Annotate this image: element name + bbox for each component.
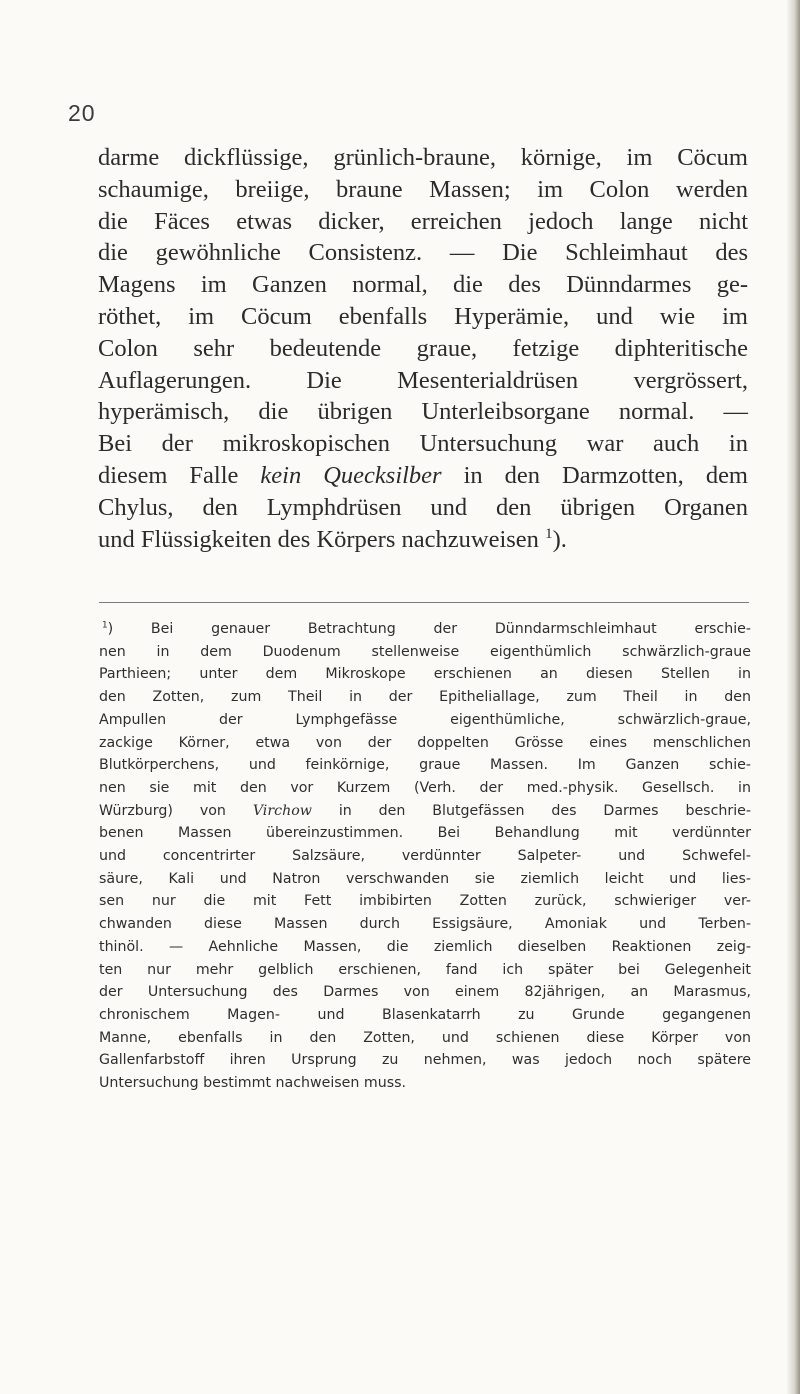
footnote-line: Ampullen der Lymphgefässe eigenthümliche, schwärzlich-graue,: [99, 711, 751, 728]
footnote-marker: 1: [102, 620, 108, 631]
main-text-line: hyperämisch, die übrigen Unterleibsorgane normal. —: [98, 398, 748, 426]
footnote-segment: in den Blutgefässen des Darmes beschrie-: [311, 802, 751, 819]
main-text-line: schaumige, breiige, braune Massen; im Colon werden: [98, 175, 748, 203]
footnote-marker-paren: ): [107, 621, 114, 637]
main-text-line: Auflagerungen. Die Mesenterialdrüsen vergrössert,: [98, 366, 748, 394]
footnote-segment: Würzburg) von: [99, 802, 253, 819]
main-text-line: [98, 524, 748, 556]
footnote-line: Untersuchung bestimmt nachweisen muss.: [99, 1075, 406, 1092]
footnote-line: säure, Kali und Natron verschwanden sie ziemlich leicht und lies-: [99, 870, 751, 887]
footnote-line: zackige Körner, etwa von der doppelten Grösse eines menschlichen: [99, 734, 751, 751]
footnote-line: Gallenfarbstoff ihren Ursprung zu nehmen, was jedoch noch spätere: [99, 1052, 751, 1069]
main-text-line: Bei der mikroskopischen Untersuchung war auch in: [98, 430, 748, 458]
footnote-block: [99, 618, 751, 1095]
main-text-line: [98, 460, 748, 492]
footnote-line: [99, 618, 751, 641]
italic-author-name: Virchow: [252, 802, 312, 819]
main-text-line: die gewöhnliche Consistenz. — Die Schleimhaut des: [98, 239, 748, 267]
main-text-segment: diesem Falle: [98, 461, 261, 489]
footnote-line: chronischem Magen- und Blasenkatarrh zu Grunde gegangenen: [99, 1006, 751, 1023]
footnote-line: der Untersuchung des Darmes von einem 82jährigen, an Marasmus,: [99, 984, 751, 1001]
footnote-line: Blutkörperchens, und feinkörnige, graue Massen. Im Ganzen schie-: [99, 757, 751, 774]
footnote-line: Parthieen; unter dem Mikroskope erschienen an diesen Stellen in: [99, 666, 751, 683]
footnote-line: sen nur die mit Fett imbibirten Zotten zurück, schwieriger ver-: [99, 893, 751, 910]
page-number: 20: [68, 100, 96, 126]
main-text-line: Colon sehr bedeutende graue, fetzige diphteritische: [98, 334, 748, 362]
footnote-line: Manne, ebenfalls in den Zotten, und schienen diese Körper von: [99, 1029, 751, 1046]
main-text-line: darme dickflüssige, grünlich-braune, körnige, im Cöcum: [98, 144, 748, 171]
main-text-line: Magens im Ganzen normal, die des Dünndarmes ge-: [98, 271, 748, 299]
italic-emphasis: kein Quecksilber: [260, 461, 442, 489]
footnote-divider: [99, 602, 749, 603]
footnote-line: [99, 800, 751, 823]
footnote-reference: 1: [545, 524, 553, 542]
footnote-line: nen in dem Duodenum stellenweise eigenthümlich schwärzlich-graue: [99, 643, 751, 660]
footnote-line: nen sie mit den vor Kurzem (Verh. der med.-physik. Gesellsch. in: [99, 779, 751, 796]
main-text-line: röthet, im Cöcum ebenfalls Hyperämie, und wie im: [98, 302, 748, 330]
main-text-segment: ).: [552, 525, 567, 553]
main-text-segment: in den Darmzotten, dem: [441, 461, 748, 489]
footnote-segment: Bei genauer Betrachtung der Dünndarmschleimhaut erschie-: [113, 621, 751, 637]
main-text-block: [98, 142, 748, 555]
page-edge-shadow: [786, 0, 800, 1394]
footnote-line: und concentrirter Salzsäure, verdünnter Salpeter- und Schwefel-: [99, 848, 751, 865]
main-text-line: die Fäces etwas dicker, erreichen jedoch lange nicht: [98, 207, 748, 235]
main-text-segment: und Flüssigkeiten des Körpers nachzuweisen: [98, 525, 546, 553]
footnote-line: ten nur mehr gelblich erschienen, fand ich später bei Gelegenheit: [99, 961, 751, 978]
footnote-line: benen Massen übereinzustimmen. Bei Behandlung mit verdünnter: [99, 825, 751, 842]
footnote-line: den Zotten, zum Theil in der Epitheliallage, zum Theil in den: [99, 689, 751, 706]
footnote-line: chwanden diese Massen durch Essigsäure, Amoniak und Terben-: [99, 916, 751, 933]
footnote-line: thinöl. — Aehnliche Massen, die ziemlich dieselben Reaktionen zeig-: [99, 938, 751, 955]
main-text-line: Chylus, den Lymphdrüsen und den übrigen Organen: [98, 493, 748, 521]
